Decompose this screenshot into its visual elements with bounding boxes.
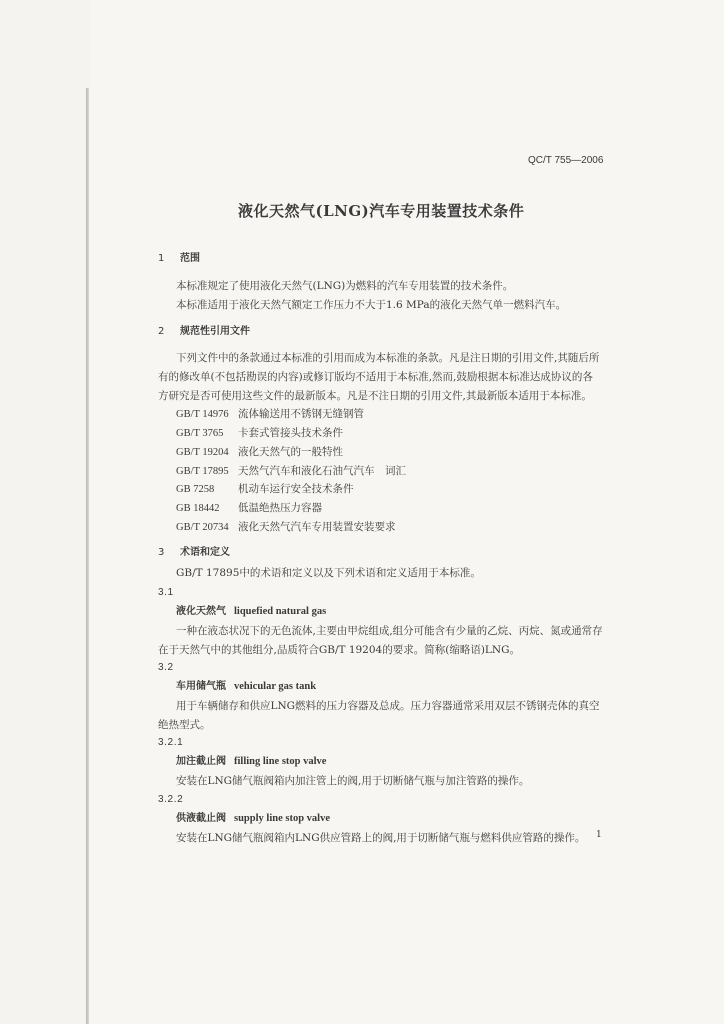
reference-title: 机动车运行安全技术条件 — [238, 483, 354, 495]
term-heading — [176, 680, 316, 694]
reference-item — [176, 426, 343, 441]
reference-title: 低温绝热压力容器 — [238, 502, 322, 514]
reference-code: GB 7258 — [176, 484, 215, 495]
paragraph: 本标准规定了使用液化天然气(LNG)为燃料的汽车专用装置的技术条件。 — [176, 280, 514, 292]
section-1-heading — [158, 252, 200, 266]
reference-title: 卡套式管接头技术条件 — [238, 427, 343, 439]
section-title: 规范性引用文件 — [180, 326, 250, 337]
clause-number: 3.2.2 — [158, 794, 184, 805]
reference-code: GB/T 20734 — [176, 522, 229, 533]
reference-title: 液化天然气汽车专用装置安装要求 — [238, 521, 396, 533]
term-en: vehicular gas tank — [234, 681, 317, 692]
term-heading — [176, 812, 330, 826]
term-heading — [176, 605, 326, 619]
reference-code: GB/T 17895 — [176, 466, 229, 477]
section-number: 3 — [158, 547, 165, 558]
reference-code: GB/T 3765 — [176, 428, 224, 439]
clause-number: 3.2 — [158, 662, 174, 673]
page-binding-edge — [86, 88, 89, 1024]
section-2-heading — [158, 325, 250, 339]
clause-number: 3.1 — [158, 587, 174, 598]
section-title: 术语和定义 — [180, 547, 230, 558]
term-en: filling line stop valve — [234, 756, 327, 767]
section-title: 范围 — [180, 253, 200, 264]
section-3-heading — [158, 546, 230, 560]
definition-line: 用于车辆储存和供应LNG燃料的压力容器及总成。压力容器通常采用双层不锈钢壳体的真空 — [176, 700, 600, 712]
paragraph: GB/T 17895中的术语和定义以及下列术语和定义适用于本标准。 — [176, 567, 481, 579]
definition-line: 安装在LNG储气瓶阀箱内加注管上的阀,用于切断储气瓶与加注管路的操作。 — [176, 775, 530, 787]
definition-line: 在于天然气中的其他组分,品质符合GB/T 19204的要求。简称(缩略语)LNG。 — [158, 644, 520, 656]
reference-code: GB/T 19204 — [176, 447, 229, 458]
paragraph-line: 有的修改单(不包括勘误的内容)或修订版均不适用于本标准,然而,鼓励根据本标准达成协议的各 — [158, 371, 593, 383]
term-zh: 液化天然气 — [176, 606, 226, 617]
reference-title: 液化天然气的一般特性 — [238, 446, 343, 458]
definition-line: 绝热型式。 — [158, 719, 211, 731]
reference-code: GB/T 14976 — [176, 409, 229, 420]
standard-code: QC/T 755—2006 — [528, 155, 604, 166]
term-en: supply line stop valve — [234, 813, 330, 824]
term-zh: 车用储气瓶 — [176, 681, 226, 692]
reference-item — [176, 501, 322, 516]
document-title: 液化天然气(LNG)汽车专用装置技术条件 — [238, 202, 525, 220]
reference-item — [176, 445, 343, 460]
clause-number: 3.2.1 — [158, 737, 184, 748]
reference-title: 天然气汽车和液化石油气汽车 词汇 — [238, 465, 406, 477]
reference-item — [176, 520, 396, 535]
page-number: 1 — [596, 830, 602, 840]
definition-line: 安装在LNG储气瓶阀箱内LNG供应管路上的阀,用于切断储气瓶与燃料供应管路的操作。 — [176, 832, 586, 844]
definition-line: 一种在液态状况下的无色流体,主要由甲烷组成,组分可能含有少量的乙烷、丙烷、氮或通常存 — [176, 625, 603, 637]
term-zh: 供液截止阀 — [176, 813, 226, 824]
reference-item — [176, 464, 406, 479]
term-en: liquefied natural gas — [234, 606, 327, 617]
section-number: 2 — [158, 326, 165, 337]
reference-title: 流体输送用不锈钢无缝钢管 — [238, 408, 364, 420]
term-zh: 加注截止阀 — [176, 756, 226, 767]
paragraph-line: 方研究是否可使用这些文件的最新版本。凡是不注日期的引用文件,其最新版本适用于本标准。 — [158, 390, 592, 402]
reference-code: GB 18442 — [176, 503, 220, 514]
reference-item — [176, 407, 364, 422]
term-heading — [176, 755, 326, 769]
paragraph-line: 下列文件中的条款通过本标准的引用而成为本标准的条款。凡是注日期的引用文件,其随后所 — [176, 352, 600, 364]
reference-item — [176, 482, 354, 497]
paragraph: 本标准适用于液化天然气额定工作压力不大于1.6 MPa的液化天然气单一燃料汽车。 — [176, 299, 567, 311]
section-number: 1 — [158, 253, 165, 264]
